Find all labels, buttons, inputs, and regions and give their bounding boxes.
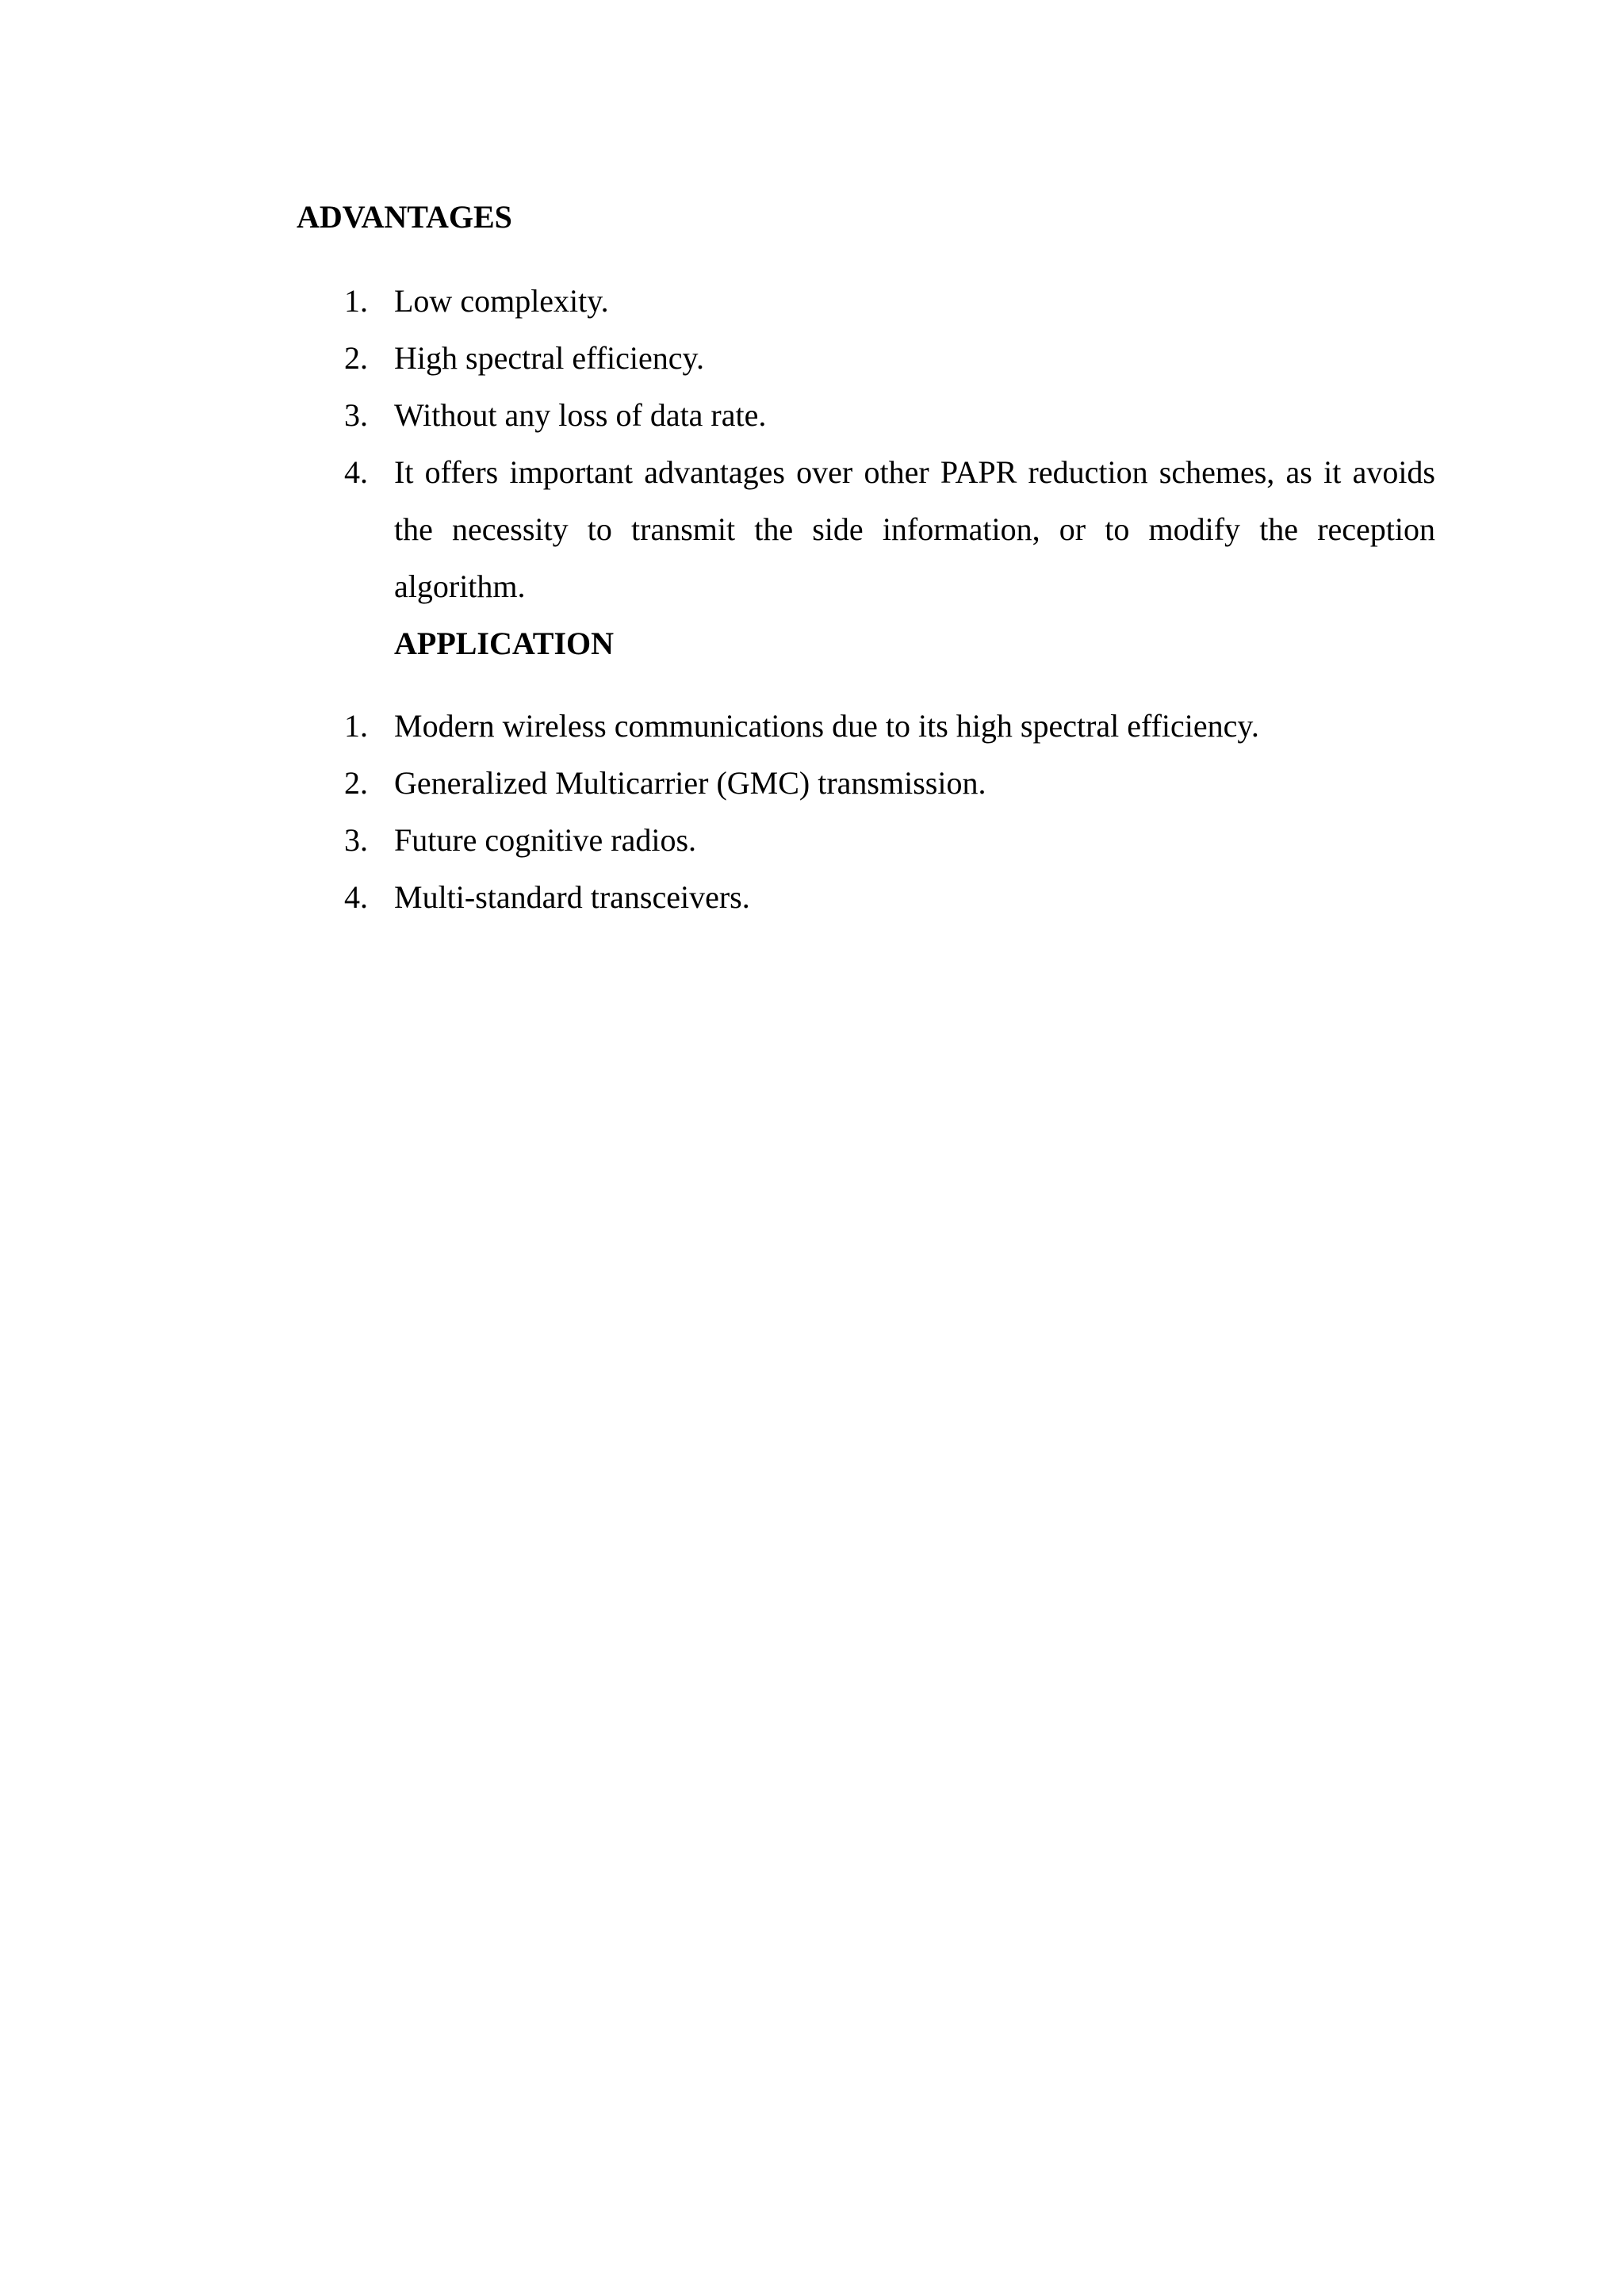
list-text: Future cognitive radios. [394,822,697,858]
list-number: 3. [344,397,368,433]
list-text: Without any loss of data rate. [394,397,767,433]
list-number: 4. [344,454,368,490]
list-text: Multi-standard transceivers. [394,879,750,915]
list-text: It offers important advantages over other PAPR reduction schemes, as it avoids the necessity to transmit the side information, or to modify the reception algorithm. [394,454,1435,604]
list-number: 2. [344,765,368,801]
advantages-heading: ADVANTAGES [297,199,512,235]
list-number: 2. [344,340,368,376]
list-text: Generalized Multicarrier (GMC) transmission. [394,765,986,801]
list-text: Modern wireless communications due to its high spectral efficiency. [394,708,1259,744]
list-number: 4. [344,879,368,915]
list-number: 1. [344,283,368,319]
application-heading: APPLICATION [394,626,615,661]
list-text: High spectral efficiency. [394,340,704,376]
list-number: 3. [344,822,368,858]
list-text: Low complexity. [394,283,609,319]
list-number: 1. [344,708,368,744]
